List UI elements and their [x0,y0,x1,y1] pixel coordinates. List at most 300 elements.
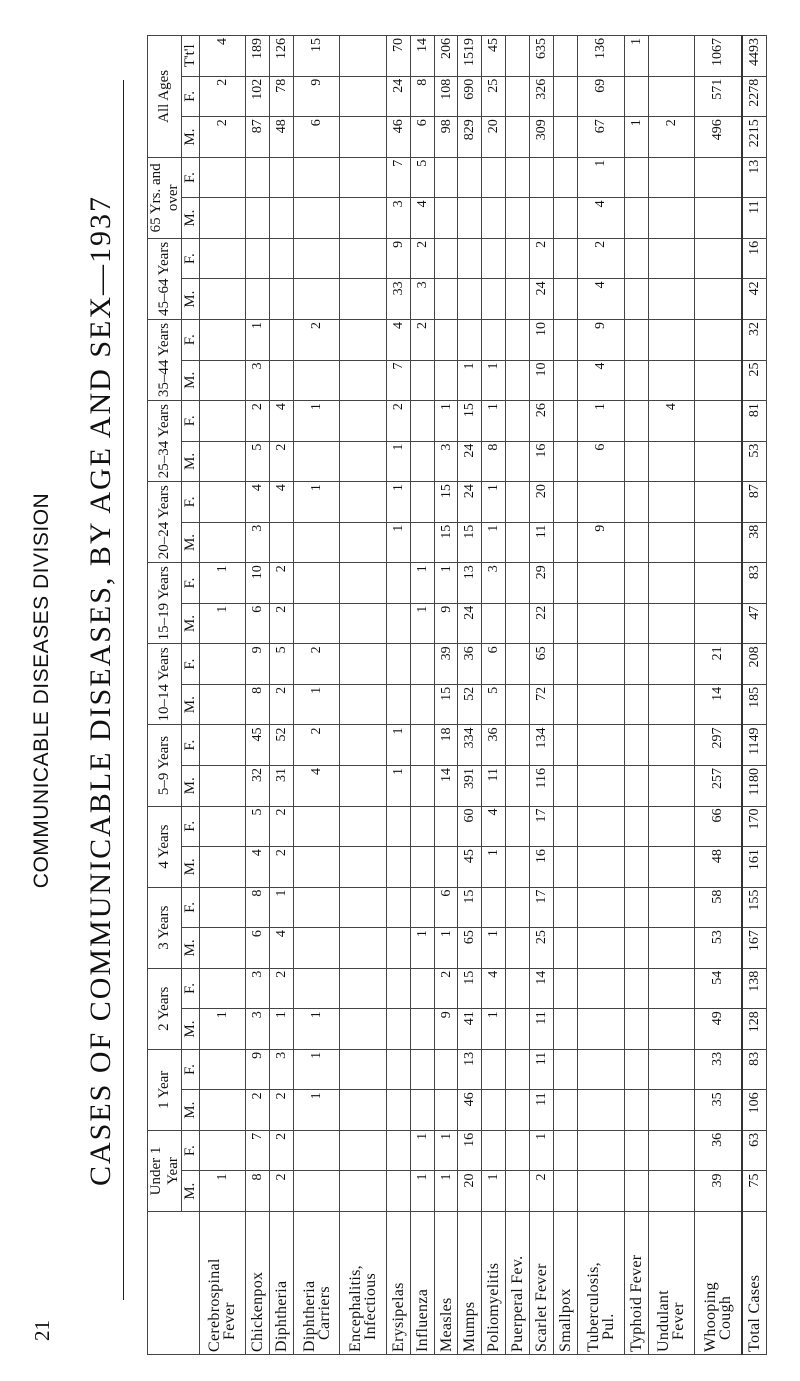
female-count: 36 [695,1130,742,1171]
total-count: 14 [410,36,434,77]
female-count: 83 [742,1049,767,1090]
female-count [386,887,410,928]
female-count: 78 [269,76,293,117]
male-count [199,198,245,239]
male-count: 47 [742,603,767,644]
table-row [506,36,530,1355]
male-count: 1 [269,1009,293,1050]
disease-column-header [148,1212,200,1355]
male-count [695,441,742,482]
female-count [506,725,530,766]
male-count [293,847,339,888]
female-count: 3 [269,1049,293,1090]
sex-header-f: F. [182,76,200,117]
sex-header-m: M. [182,928,200,969]
female-count [554,806,578,847]
female-count [293,887,339,928]
male-count [648,1171,694,1212]
disease-name-line: Encephalitis, [346,1265,364,1352]
female-count [624,157,648,198]
disease-name [245,1212,269,1355]
male-count: 15 [434,684,458,725]
male-count [554,765,578,806]
female-count: 1 [434,401,458,442]
male-count: 52 [458,684,482,725]
male-count [506,1090,530,1131]
male-count [506,198,530,239]
female-count: 1 [578,157,624,198]
disease-name-line: Chickenpox [248,1271,266,1352]
male-count [340,522,386,563]
female-count [648,887,694,928]
male-count [578,1009,624,1050]
male-count: 1 [624,117,648,158]
male-count [578,928,624,969]
disease-name-line: Fever [221,1302,239,1340]
male-count [199,441,245,482]
male-count: 1 [386,522,410,563]
female-count: 14 [530,968,554,1009]
age-group-header: 1 Year [148,1049,182,1130]
male-count [530,198,554,239]
female-count: 1149 [742,725,767,766]
sex-header-f: F. [182,1130,200,1171]
total-count: 189 [245,36,269,77]
female-count [293,968,339,1009]
total-count: 136 [578,36,624,77]
female-count [410,806,434,847]
male-count: 42 [742,279,767,320]
female-count [482,238,506,279]
age-group-header: 65 Yrs. and over [148,157,182,238]
male-count [506,847,530,888]
male-count [506,1171,530,1212]
male-count [506,928,530,969]
disease-name [742,1212,767,1355]
male-count: 14 [695,684,742,725]
female-count: 7 [386,157,410,198]
male-count [434,279,458,320]
male-count [648,360,694,401]
male-count: 46 [458,1090,482,1131]
male-count [554,198,578,239]
male-count [386,1009,410,1050]
male-count [340,1009,386,1050]
female-count [578,1049,624,1090]
female-count [506,1130,530,1171]
male-count [506,360,530,401]
male-count: 38 [742,522,767,563]
male-count: 391 [458,765,482,806]
male-count [434,360,458,401]
female-count: 1 [410,1130,434,1171]
male-count: 167 [742,928,767,969]
female-count: 36 [458,644,482,685]
female-count [293,563,339,604]
female-count [506,319,530,360]
table-row [742,36,767,1355]
female-count: 1 [578,401,624,442]
female-count: 17 [530,806,554,847]
sex-header-m: M. [182,360,200,401]
female-count [624,644,648,685]
male-count: 1180 [742,765,767,806]
male-count [578,765,624,806]
disease-name [293,1212,339,1355]
male-count: 2 [648,117,694,158]
female-count: 65 [530,644,554,685]
male-count: 41 [458,1009,482,1050]
male-count: 16 [530,847,554,888]
female-count: 1 [386,725,410,766]
table-row [293,36,339,1355]
male-count [554,522,578,563]
total-count: 206 [434,36,458,77]
female-count [293,1130,339,1171]
female-count [199,482,245,523]
female-count: 13 [458,1049,482,1090]
female-count: 690 [458,76,482,117]
male-count: 15 [458,522,482,563]
female-count [506,563,530,604]
male-count [695,603,742,644]
male-count [624,1171,648,1212]
total-count [648,36,694,77]
male-count [648,522,694,563]
male-count: 25 [742,360,767,401]
disease-name [624,1212,648,1355]
female-count [199,806,245,847]
male-count: 65 [458,928,482,969]
female-count [506,238,530,279]
disease-name-line: Carriers [315,1286,333,1340]
male-count [624,441,648,482]
male-count: 11 [530,1009,554,1050]
female-count: 4 [269,401,293,442]
total-count: 126 [269,36,293,77]
male-count: 185 [742,684,767,725]
disease-name [578,1212,624,1355]
male-count [624,279,648,320]
disease-name [340,1212,386,1355]
female-count [554,482,578,523]
male-count [458,198,482,239]
disease-name-line: Poliomyelitis [485,1262,503,1352]
sex-header-m: M. [182,198,200,239]
male-count: 2 [199,117,245,158]
male-count [648,279,694,320]
male-count [340,279,386,320]
sex-header-m: M. [182,1090,200,1131]
male-count: 45 [458,847,482,888]
female-count [482,1049,506,1090]
sex-header-m: M. [182,1009,200,1050]
female-count: 1 [386,482,410,523]
male-count [340,684,386,725]
female-count [648,563,694,604]
female-count [410,644,434,685]
female-count: 16 [458,1130,482,1171]
sex-header-m: M. [182,1171,200,1212]
male-count: 829 [458,117,482,158]
female-count: 102 [245,76,269,117]
female-count [269,238,293,279]
male-count: 161 [742,847,767,888]
female-count: 1 [482,401,506,442]
table-title: CASES OF COMMUNICABLE DISEASES, BY AGE AND SEX—1937 [84,0,124,1381]
table-row [269,36,293,1355]
female-count: 26 [530,401,554,442]
male-count: 1 [410,603,434,644]
female-count: 11 [530,1049,554,1090]
male-count [695,522,742,563]
female-count [340,157,386,198]
age-group-header: 5–9 Years [148,725,182,806]
male-count [624,360,648,401]
table-body [199,36,767,1355]
female-count [530,157,554,198]
division-heading: COMMUNICABLE DISEASES DIVISION [30,492,53,889]
sex-header-f: F. [182,1049,200,1090]
sex-header-row [182,36,200,1355]
female-count: 15 [458,401,482,442]
total-count: 635 [530,36,554,77]
female-count [482,157,506,198]
female-count [506,157,530,198]
female-count [410,401,434,442]
female-count: 2 [293,725,339,766]
male-count: 48 [695,847,742,888]
female-count [199,644,245,685]
female-count: 170 [742,806,767,847]
male-count: 53 [695,928,742,969]
disease-name-line: Smallpox [557,1288,575,1352]
disease-name [482,1212,506,1355]
male-count: 16 [530,441,554,482]
female-count [554,725,578,766]
female-count [386,806,410,847]
sex-header-f: F. [182,806,200,847]
male-count [648,765,694,806]
female-count [648,968,694,1009]
male-count [434,1090,458,1131]
female-count: 83 [742,563,767,604]
female-count: 24 [458,482,482,523]
disease-name-line: Infectious [361,1273,379,1340]
female-count [648,157,694,198]
female-count [410,968,434,1009]
male-count: 3 [410,279,434,320]
age-group-header: 4 Years [148,806,182,887]
female-count [624,319,648,360]
female-count [624,482,648,523]
male-count: 8 [482,441,506,482]
female-count: 2 [410,319,434,360]
male-count: 11 [482,765,506,806]
male-count [199,1090,245,1131]
female-count: 2 [269,806,293,847]
female-count: 21 [695,644,742,685]
female-count: 7 [245,1130,269,1171]
male-count [695,279,742,320]
sex-header-m: M. [182,684,200,725]
female-count [695,563,742,604]
female-count: 1 [269,887,293,928]
male-count: 1 [482,847,506,888]
male-count: 4 [578,198,624,239]
male-count: 4 [293,765,339,806]
female-count: 334 [458,725,482,766]
male-count: 4 [269,928,293,969]
male-count [554,603,578,644]
female-count: 4 [482,806,506,847]
male-count [410,684,434,725]
female-count [554,644,578,685]
male-count: 2 [245,1090,269,1131]
male-count [624,928,648,969]
male-count [340,1090,386,1131]
male-count: 2 [269,1171,293,1212]
male-count: 98 [434,117,458,158]
female-count [458,238,482,279]
female-count: 18 [434,725,458,766]
female-count: 39 [434,644,458,685]
female-count: 87 [742,482,767,523]
male-count: 2 [530,1171,554,1212]
female-count: 2 [410,238,434,279]
male-count: 3 [245,360,269,401]
female-count: 4 [269,482,293,523]
male-count [506,522,530,563]
female-count [554,76,578,117]
female-count [340,401,386,442]
female-count: 24 [386,76,410,117]
female-count [554,887,578,928]
male-count [554,360,578,401]
female-count: 1 [199,563,245,604]
female-count [648,76,694,117]
male-count: 2 [269,603,293,644]
female-count [410,482,434,523]
female-count [434,238,458,279]
total-count [506,36,530,77]
female-count: 4 [648,401,694,442]
sex-header-f: F. [182,644,200,685]
female-count [695,401,742,442]
male-count: 9 [434,1009,458,1050]
total-count: 1067 [695,36,742,77]
male-count: 75 [742,1171,767,1212]
male-count: 6 [245,928,269,969]
sex-header-f: F. [182,157,200,198]
female-count [624,1049,648,1090]
male-count: 8 [245,684,269,725]
sex-header-m: M. [182,522,200,563]
male-count [648,1009,694,1050]
female-count [410,1049,434,1090]
female-count [695,238,742,279]
female-count: 6 [482,644,506,685]
female-count [482,1130,506,1171]
male-count: 1 [482,1009,506,1050]
disease-name-line: Puerperal Fev. [509,1255,527,1352]
disease-name [386,1212,410,1355]
female-count: 3 [245,968,269,1009]
female-count: 1 [245,319,269,360]
male-count [199,279,245,320]
male-count: 6 [578,441,624,482]
female-count: 2 [293,319,339,360]
male-count: 14 [434,765,458,806]
male-count [269,522,293,563]
total-count: 1 [624,36,648,77]
cases-table [147,35,767,1355]
female-count: 25 [482,76,506,117]
male-count: 4 [245,847,269,888]
total-count [554,36,578,77]
male-count: 1 [434,1171,458,1212]
female-count [506,482,530,523]
male-count [624,198,648,239]
male-count [695,360,742,401]
female-count [624,806,648,847]
female-count [386,563,410,604]
male-count [340,198,386,239]
disease-name-line: Scarlet Fever [533,1263,551,1352]
disease-name-line: Whooping [701,1282,719,1352]
sex-header-m: M. [182,603,200,644]
female-count: 13 [458,563,482,604]
disease-name-line: Undulant [655,1290,673,1352]
male-count: 53 [742,441,767,482]
female-count: 9 [386,238,410,279]
disease-name-line: Tuberculosis, [584,1262,602,1352]
female-count: 5 [269,644,293,685]
female-count [578,1130,624,1171]
sex-header-f: F. [182,968,200,1009]
male-count: 8 [245,1171,269,1212]
female-count [648,482,694,523]
disease-name-line: Mumps [461,1301,479,1352]
female-count: 1 [482,482,506,523]
male-count [624,603,648,644]
female-count: 2 [269,563,293,604]
male-count: 67 [578,117,624,158]
male-count [340,765,386,806]
disease-name [269,1212,293,1355]
female-count: 9 [245,1049,269,1090]
male-count: 128 [742,1009,767,1050]
male-count [554,1090,578,1131]
female-count: 58 [695,887,742,928]
male-count: 3 [245,522,269,563]
male-count [506,279,530,320]
sex-header-m: M. [182,279,200,320]
male-count: 11 [742,198,767,239]
table-row [245,36,269,1355]
disease-name [554,1212,578,1355]
female-count [506,806,530,847]
male-count: 20 [458,1171,482,1212]
male-count: 496 [695,117,742,158]
male-count: 48 [269,117,293,158]
sex-header-f: F. [182,319,200,360]
female-count [199,1130,245,1171]
female-count [340,76,386,117]
female-count: 2 [269,968,293,1009]
female-count: 63 [742,1130,767,1171]
male-count: 24 [458,603,482,644]
